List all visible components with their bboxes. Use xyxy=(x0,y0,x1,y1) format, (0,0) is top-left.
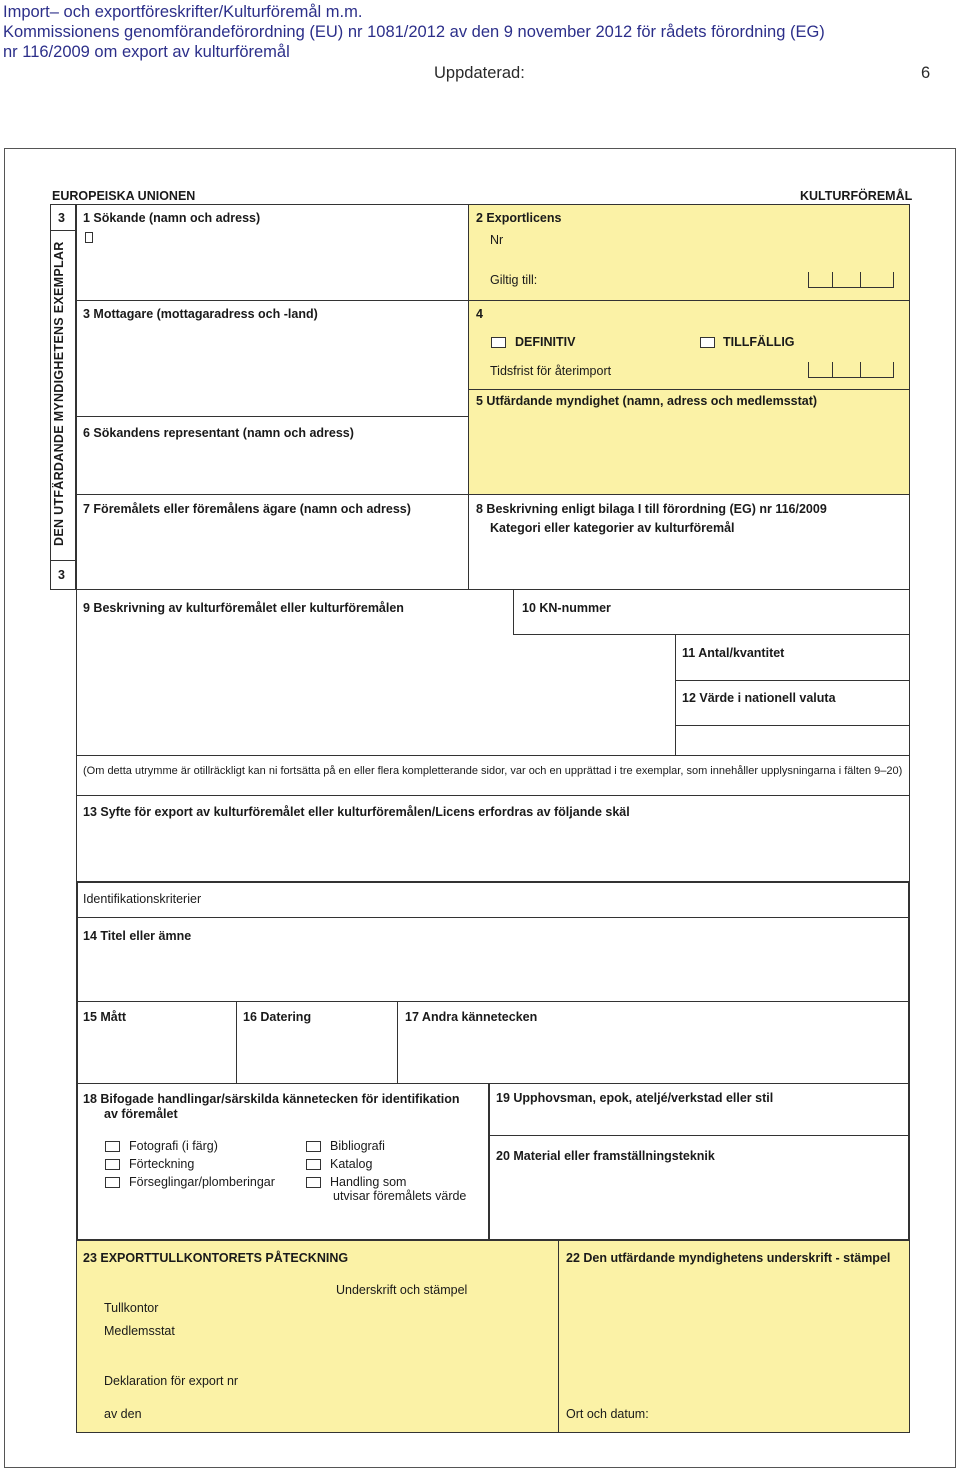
field-1-label: 1 Sökande (namn och adress) xyxy=(83,211,261,225)
field-9-label: 9 Beskrivning av kulturföremålet eller kulturföremålen xyxy=(83,601,404,615)
eu-label: EUROPEISKA UNIONEN xyxy=(52,189,196,203)
bibliography-label: Bibliografi xyxy=(330,1139,385,1153)
updated-label: Uppdaterad: xyxy=(434,64,525,82)
catalog-label: Katalog xyxy=(330,1157,373,1171)
seals-label: Förseglingar/plomberingar xyxy=(129,1175,275,1189)
license-nr-label: Nr xyxy=(490,233,504,247)
field-20-label: 20 Material eller framställningsteknik xyxy=(496,1149,715,1163)
field-5-label: 5 Utfärdande myndighet (namn, adress och medlemsstat) xyxy=(476,394,818,408)
field-19-label: 19 Upphovsman, epok, ateljé/verkstad eller stil xyxy=(496,1091,774,1105)
value-document-label-line2: utvisar föremålets värde xyxy=(333,1189,467,1203)
value-document-label-line1: Handling som xyxy=(330,1175,407,1189)
reimport-deadline-label: Tidsfrist för återimport xyxy=(490,364,612,378)
definitive-label: DEFINITIV xyxy=(515,335,576,349)
field-2-label: 2 Exportlicens xyxy=(476,211,562,225)
side-copy-label: DEN UTFÄRDANDE MYNDIGHETENS EXEMPLAR xyxy=(52,241,66,546)
field-18-label-line2: av föremålet xyxy=(104,1107,178,1121)
listing-checkbox[interactable] xyxy=(105,1159,120,1170)
seals-checkbox[interactable] xyxy=(105,1177,120,1188)
field-14-label: 14 Titel eller ämne xyxy=(83,929,192,943)
field-6-label: 6 Sökandens representant (namn och adress) xyxy=(83,426,354,440)
listing-label: Förteckning xyxy=(129,1157,195,1171)
catalog-checkbox[interactable] xyxy=(306,1159,321,1170)
field-8-sublabel: Kategori eller kategorier av kulturföremål xyxy=(490,521,735,535)
export-declaration-label: Deklaration för export nr xyxy=(104,1374,239,1388)
document-type-label: KULTURFÖREMÅL xyxy=(800,189,913,203)
regulation-title-line1: Kommissionens genomförandeförordning (EU) nr 1081/2012 av den 9 november 2012 för rådets förordning (EG) xyxy=(3,23,825,41)
field-15-label: 15 Mått xyxy=(83,1010,127,1024)
field-4-label: 4 xyxy=(476,307,483,321)
field-23-label: 23 EXPORTTULLKONTORETS PÅTECKNING xyxy=(83,1251,349,1265)
regulation-title-line2: nr 116/2009 om export av kulturföremål xyxy=(3,43,290,61)
declaration-date-label: av den xyxy=(104,1407,142,1421)
field-11-label: 11 Antal/kvantitet xyxy=(682,646,785,660)
field-3-label: 3 Mottagare (mottagaradress och -land) xyxy=(83,307,318,321)
field-1-checkbox[interactable] xyxy=(85,232,93,243)
temporary-checkbox[interactable] xyxy=(700,337,715,348)
place-date-label: Ort och datum: xyxy=(566,1407,649,1421)
field-7-label: 7 Föremålets eller föremålens ägare (namn och adress) xyxy=(83,502,411,516)
copy-number-top: 3 xyxy=(58,211,65,225)
value-document-checkbox[interactable] xyxy=(306,1177,321,1188)
member-state-label: Medlemsstat xyxy=(104,1324,175,1338)
field-13-label: 13 Syfte för export av kulturföremålet eller kulturföremålen/Licens erfordras av följande skäl xyxy=(83,805,630,819)
definitive-checkbox[interactable] xyxy=(491,337,506,348)
field-18-label-line1: 18 Bifogade handlingar/särskilda kännetecken för identifikation xyxy=(83,1092,460,1106)
bibliography-checkbox[interactable] xyxy=(306,1141,321,1152)
field-22-label: 22 Den utfärdande myndighetens underskrift - stämpel xyxy=(566,1251,891,1265)
photo-checkbox[interactable] xyxy=(105,1141,120,1152)
photo-label: Fotografi (i färg) xyxy=(129,1139,218,1153)
bottom-yellow-area xyxy=(76,1240,910,1433)
identification-criteria-label: Identifikationskriterier xyxy=(83,892,202,906)
reimport-date-boxes[interactable] xyxy=(808,362,894,378)
field-10-label: 10 KN-nummer xyxy=(522,601,611,615)
document-title: Import– och exportföreskrifter/Kulturföremål m.m. xyxy=(3,3,363,21)
continuation-note: (Om detta utrymme är otillräckligt kan ni fortsätta på en eller flera kompletterande sidor, var och en upprättad i tre exemplar, som innehåller upplysningarna i fälten 9–20) xyxy=(83,765,903,777)
customs-office-label: Tullkontor xyxy=(104,1301,159,1315)
field-17-label: 17 Andra kännetecken xyxy=(405,1010,538,1024)
signature-stamp-label: Underskrift och stämpel xyxy=(336,1283,468,1297)
field-16-label: 16 Datering xyxy=(243,1010,312,1024)
valid-until-label: Giltig till: xyxy=(490,273,538,287)
field-12-label: 12 Värde i nationell valuta xyxy=(682,691,836,705)
temporary-label: TILLFÄLLIG xyxy=(723,335,795,349)
valid-until-date-boxes[interactable] xyxy=(808,272,894,288)
page-number: 6 xyxy=(921,64,931,82)
field-8-label: 8 Beskrivning enligt bilaga I till förordning (EG) nr 116/2009 xyxy=(476,502,827,516)
copy-number-bottom: 3 xyxy=(58,568,65,582)
